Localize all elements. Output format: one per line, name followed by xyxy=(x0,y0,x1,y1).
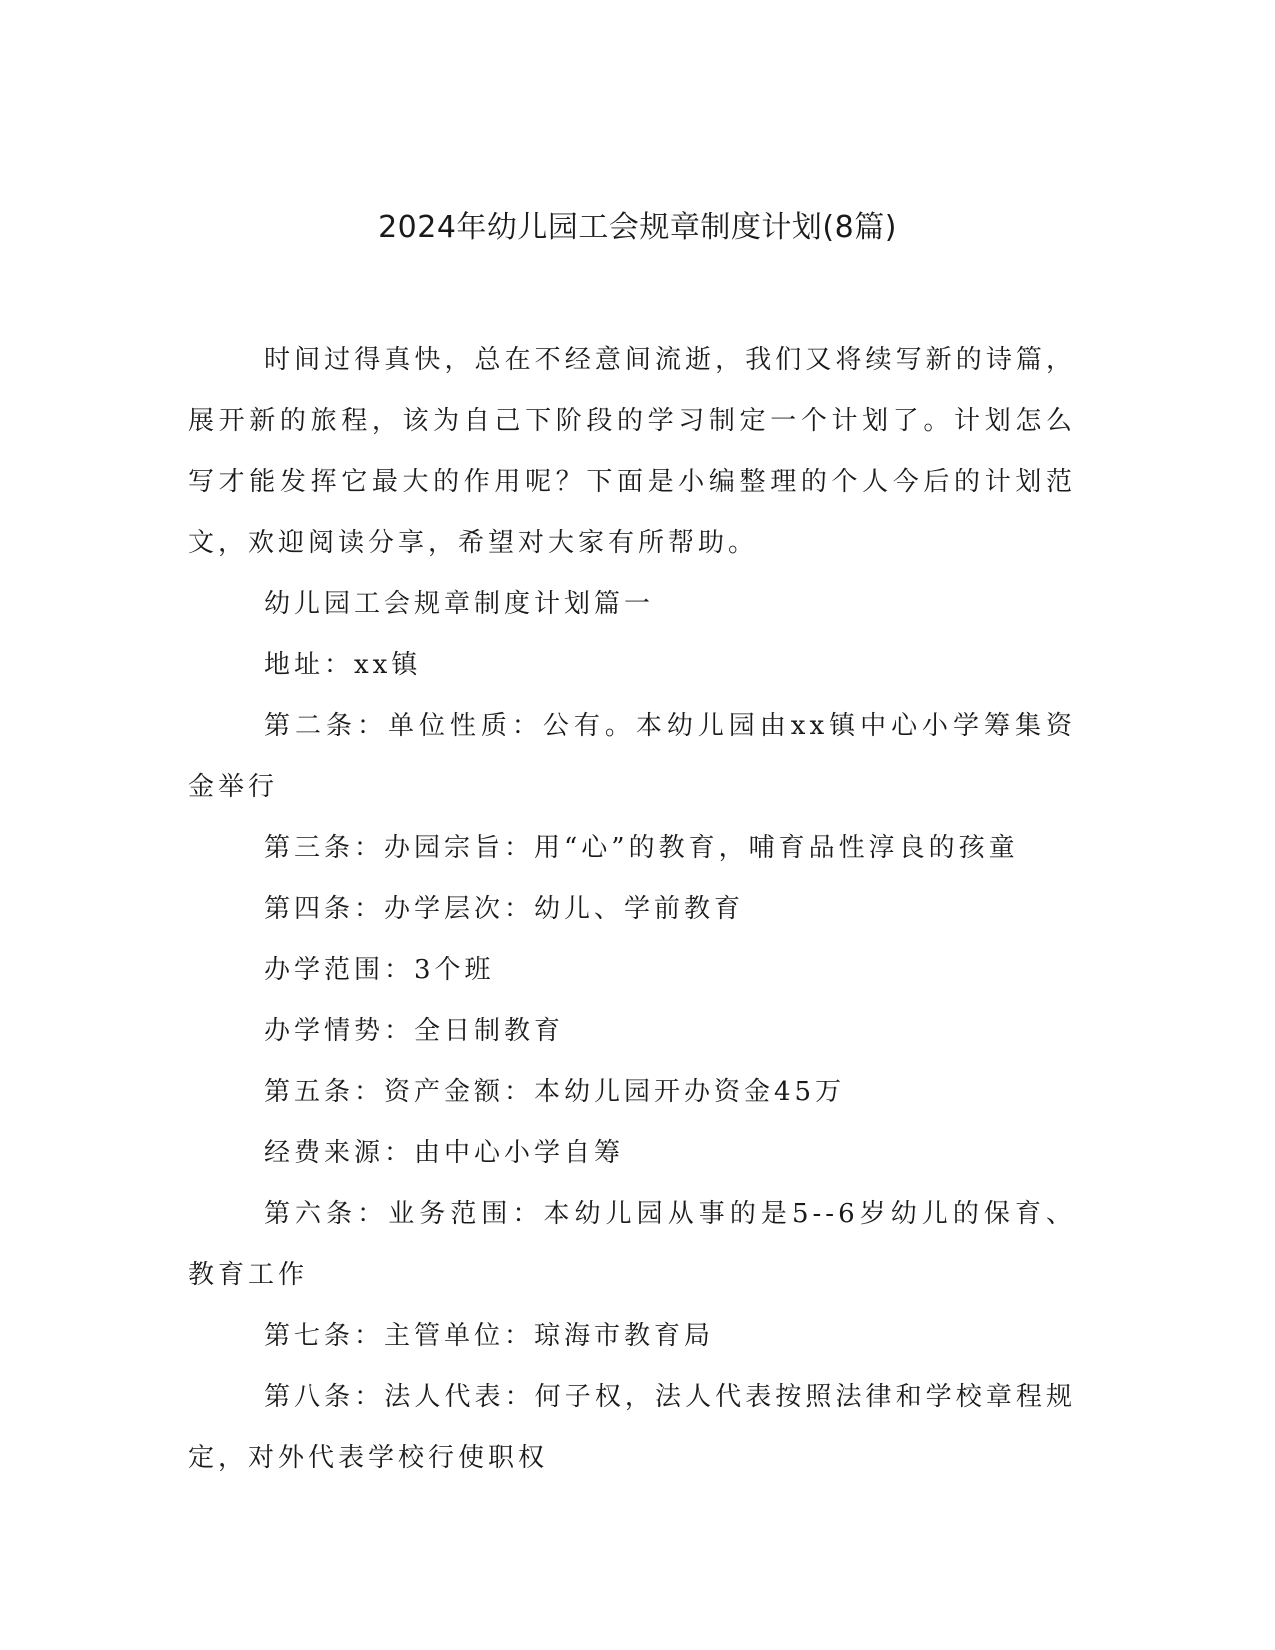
document-body xyxy=(188,330,1076,1489)
article-4: 第四条：办学层次：幼儿、学前教育 xyxy=(264,894,745,924)
document-title: 2024年幼儿园工会规章制度计划(8篇) xyxy=(378,210,897,245)
address-line: 地址：xx镇 xyxy=(264,650,422,680)
article-6: 第六条：业务范围：本幼儿园从事的是5--6岁幼儿的保育、教育工作 xyxy=(188,1199,1076,1290)
section-heading: 幼儿园工会规章制度计划篇一 xyxy=(264,589,655,619)
article-2: 第二条：单位性质：公有。本幼儿园由xx镇中心小学筹集资金举行 xyxy=(188,711,1076,802)
article-8: 第八条：法人代表：何子权，法人代表按照法律和学校章程规定，对外代表学校行使职权 xyxy=(188,1382,1076,1473)
intro-paragraph: 时间过得真快，总在不经意间流逝，我们又将续写新的诗篇，展开新的旅程，该为自己下阶段的学习制定一个计划了。计划怎么写才能发挥它最大的作用呢？下面是小编整理的个人今后的计划范文，欢迎阅读分享，希望对大家有所帮助。 xyxy=(188,345,1076,558)
funding-source: 经费来源：由中心小学自筹 xyxy=(264,1138,625,1168)
article-7: 第七条：主管单位：琼海市教育局 xyxy=(264,1321,715,1351)
article-5: 第五条：资产金额：本幼儿园开办资金45万 xyxy=(264,1077,846,1107)
school-scope: 办学范围：3个班 xyxy=(264,955,495,985)
school-form: 办学情势：全日制教育 xyxy=(264,1016,565,1046)
article-3: 第三条：办园宗旨：用“心”的教育，哺育品性淳良的孩童 xyxy=(264,833,1019,863)
